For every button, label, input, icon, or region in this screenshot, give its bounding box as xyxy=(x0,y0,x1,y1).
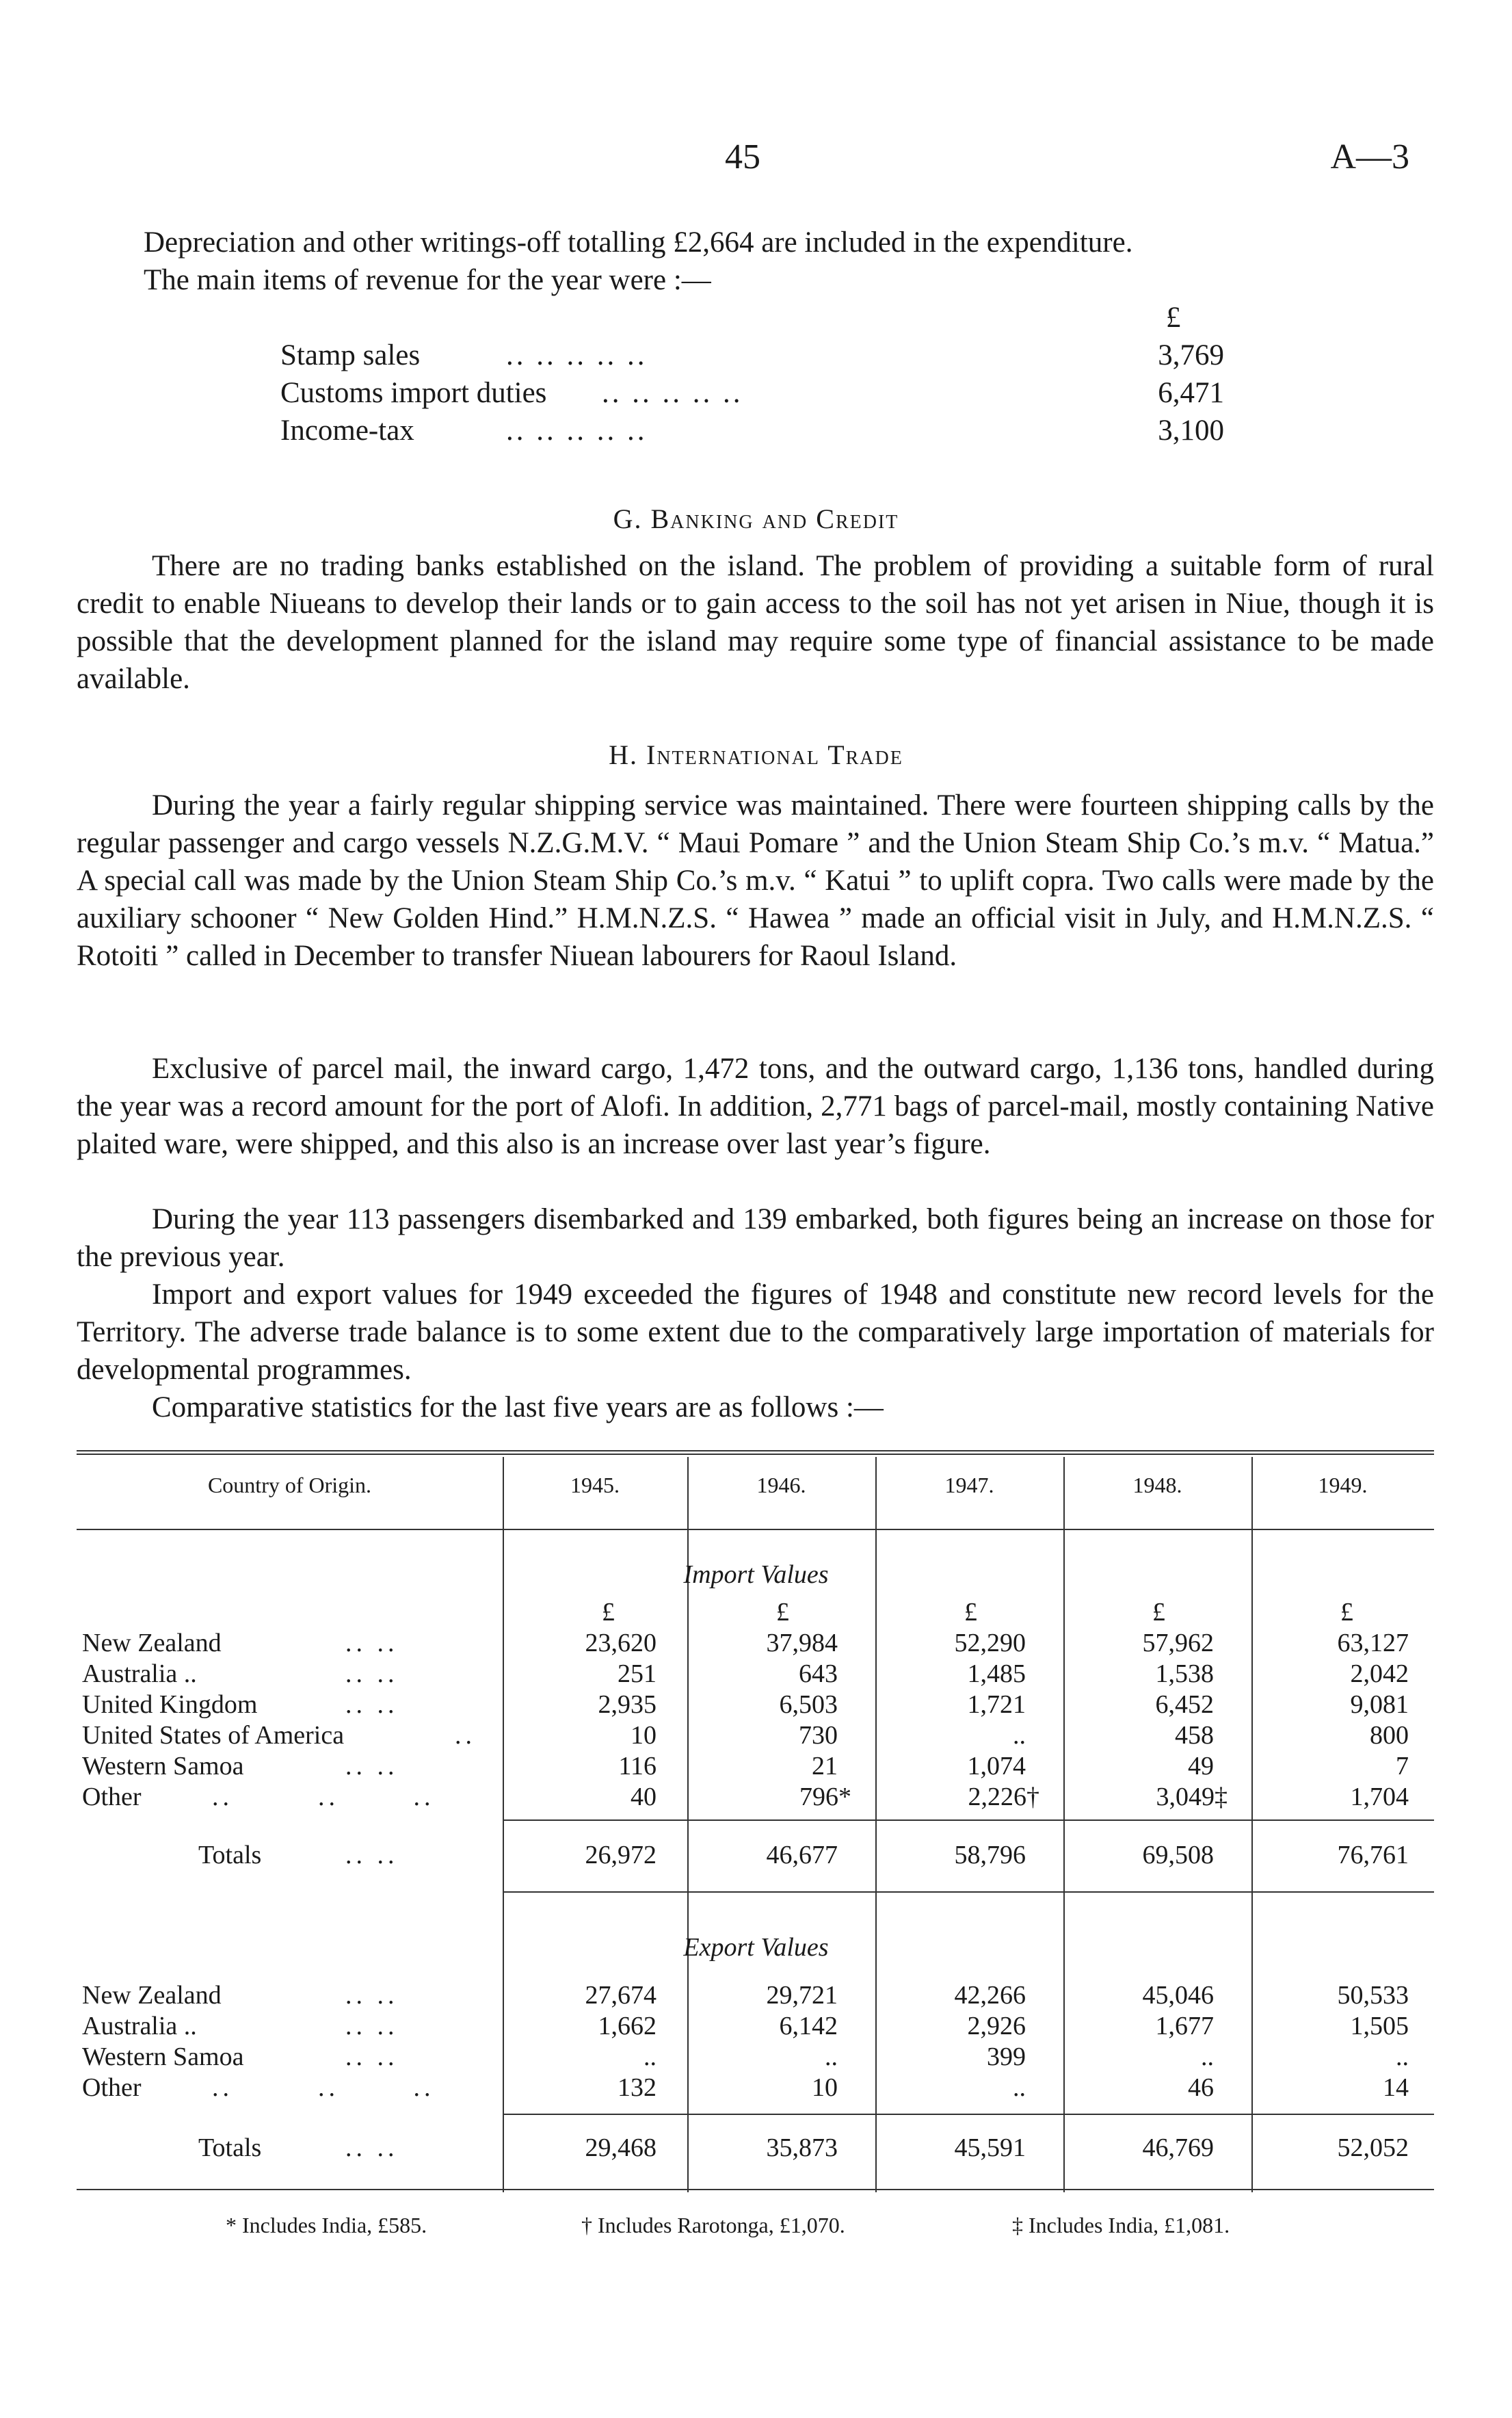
totals-rule xyxy=(503,1891,1434,1893)
table-cell: 42,266 xyxy=(954,1981,1026,2010)
section-h-heading: H. International Trade xyxy=(609,739,903,770)
totals-label: Totals xyxy=(198,1841,262,1869)
revenue-value: 6,471 xyxy=(1158,377,1224,409)
leader-dots: .. .. xyxy=(345,2012,399,2040)
leader-dots: .. .. xyxy=(345,1841,399,1869)
table-cell: 116 xyxy=(618,1752,656,1780)
total-cell: 52,052 xyxy=(1337,2133,1409,2162)
total-cell: 58,796 xyxy=(954,1841,1026,1869)
section-h-paragraph-1: During the year a fairly regular shipping service was maintained. There were fourteen shipping calls by the regular passenger and cargo vessels N.Z.G.M.V. “ Maui Pomare ” and the Union Steam Ship Co.’s m.v. “ Matua.” A special call was made by the Union Steam Ship Co.’s m.v. “ Katui ” to uplift copra. Two calls were made by the auxiliary schooner “ New Golden Hind.” H.M.N.Z.S. “ Hawea ” made an official visit in July, and H.M.N.Z.S. “ Rotoiti ” called in December to transfer Niuean labourers for Raoul Island. xyxy=(77,789,1434,972)
table-cell: 9,081 xyxy=(1350,1690,1409,1719)
table-cell: 1,704 xyxy=(1350,1783,1409,1811)
leader-dots: .. xyxy=(455,1721,476,1750)
row-label: Australia .. xyxy=(82,2012,197,2040)
revenue-row xyxy=(280,414,1224,451)
leader-dots: .. .. xyxy=(345,1629,399,1657)
column-header-year: 1948. xyxy=(1132,1473,1182,1497)
table-bottom-rule xyxy=(77,2189,1434,2190)
table-cell: 730 xyxy=(799,1721,838,1750)
document-code: A—3 xyxy=(1330,137,1409,176)
table-cell: 63,127 xyxy=(1337,1629,1409,1657)
revenue-row xyxy=(280,376,1224,414)
section-h-paragraph-5: Comparative statistics for the last five years are as follows :— xyxy=(152,1391,884,1423)
leader-dots: .. .. xyxy=(345,2042,399,2071)
table-cell: 1,074 xyxy=(967,1752,1026,1780)
table-cell: 1,677 xyxy=(1155,2012,1214,2040)
leader-dots: .. .. xyxy=(345,2133,399,2162)
column-header-year: 1946. xyxy=(756,1473,806,1497)
table-cell: 46 xyxy=(1188,2073,1214,2102)
row-label: United States of America xyxy=(82,1721,345,1750)
section-g-heading: G. Banking and Credit xyxy=(613,503,899,534)
table-cell: .. xyxy=(1201,2042,1214,2071)
revenue-row xyxy=(280,339,1224,376)
total-cell: 46,769 xyxy=(1142,2133,1214,2162)
currency-symbol: £ xyxy=(964,1598,977,1627)
intro-line-2: The main items of revenue for the year were :— xyxy=(144,264,711,296)
leader-dots: .. .. xyxy=(345,1659,399,1688)
table-cell: 2,042 xyxy=(1350,1659,1409,1688)
footnote: * Includes India, £585. xyxy=(226,2213,427,2237)
table-cell: 29,721 xyxy=(766,1981,838,2010)
table-cell: 6,142 xyxy=(779,2012,838,2040)
subtotal-rule xyxy=(503,1819,1434,1821)
table-cell: 50,533 xyxy=(1337,1981,1409,2010)
totals-label: Totals xyxy=(198,2133,262,2162)
export-values-title: Export Values xyxy=(683,1933,829,1962)
leader-dots: .. .. xyxy=(345,1690,399,1719)
table-cell: 23,620 xyxy=(585,1629,656,1657)
table-cell: .. xyxy=(1013,2073,1026,2102)
total-cell: 26,972 xyxy=(585,1841,656,1869)
revenue-currency: £ xyxy=(1166,302,1181,334)
currency-symbol: £ xyxy=(776,1598,789,1627)
table-cell: 643 xyxy=(799,1659,838,1688)
currency-symbol: £ xyxy=(602,1598,615,1627)
table-cell: 49 xyxy=(1188,1752,1214,1780)
leader-dots: .. .. xyxy=(345,1752,399,1780)
table-cell: 1,662 xyxy=(598,2012,656,2040)
table-cell: 458 xyxy=(1175,1721,1214,1750)
table-header-rule xyxy=(77,1529,1434,1530)
table-cell: 399 xyxy=(987,2042,1026,2071)
leader-dots: .. .. .. .. .. xyxy=(602,377,743,409)
table-cell: 57,962 xyxy=(1142,1629,1214,1657)
column-header-year: 1947. xyxy=(944,1473,994,1497)
revenue-value: 3,769 xyxy=(1158,339,1224,371)
table-cell: 27,674 xyxy=(585,1981,656,2010)
table-cell: 52,290 xyxy=(954,1629,1026,1657)
row-label: Australia .. xyxy=(82,1659,197,1688)
table-cell: .. xyxy=(644,2042,656,2071)
import-values-title: Import Values xyxy=(683,1560,829,1589)
currency-symbol: £ xyxy=(1152,1598,1165,1627)
page-number: 45 xyxy=(725,137,760,176)
table-top-rule xyxy=(77,1450,1434,1451)
leader-dots: .. .. xyxy=(345,1981,399,2010)
revenue-value: 3,100 xyxy=(1158,415,1224,447)
revenue-label: Customs import duties xyxy=(280,377,547,409)
total-cell: 45,591 xyxy=(954,2133,1026,2162)
section-h-paragraph-2: Exclusive of parcel mail, the inward cargo, 1,472 tons, and the outward cargo, 1,136 tons, handled during the year was a record amount for the port of Alofi. In addition, 2,771 bags of parcel-mail, mostly containing Native plaited ware, were shipped, and this also is an increase over last year’s figure. xyxy=(77,1053,1434,1160)
table-cell: 1,505 xyxy=(1350,2012,1409,2040)
table-cell: .. xyxy=(1013,1721,1026,1750)
column-header-country: Country of Origin. xyxy=(207,1473,372,1497)
table-cell: 132 xyxy=(618,2073,656,2102)
table-cell: 10 xyxy=(631,1721,656,1750)
table-cell: 10 xyxy=(812,2073,838,2102)
total-cell: 69,508 xyxy=(1142,1841,1214,1869)
revenue-label: Income-tax xyxy=(280,415,414,447)
table-cell: 21 xyxy=(812,1752,838,1780)
table-cell: 1,538 xyxy=(1155,1659,1214,1688)
total-cell: 29,468 xyxy=(585,2133,656,2162)
table-cell: 37,984 xyxy=(766,1629,838,1657)
row-label: New Zealand xyxy=(82,1981,222,2010)
table-cell: 45,046 xyxy=(1142,1981,1214,2010)
table-cell: 800 xyxy=(1370,1721,1409,1750)
table-top-rule xyxy=(77,1454,1434,1455)
table-cell: 796* xyxy=(799,1783,851,1811)
table-cell: 6,503 xyxy=(779,1690,838,1719)
table-cell: 2,935 xyxy=(598,1690,656,1719)
leader-dots: .. .. .. xyxy=(212,1783,435,1811)
table-cell: .. xyxy=(825,2042,838,2071)
table-cell: .. xyxy=(1396,2042,1409,2071)
leader-dots: .. .. .. .. .. xyxy=(506,339,648,371)
row-label: United Kingdom xyxy=(82,1690,258,1719)
section-h-paragraph-4: Import and export values for 1949 exceeded the figures of 1948 and constitute new record levels for the Territory. The adverse trade balance is to some extent due to the comparatively large importation of materials for developmental programmes. xyxy=(77,1278,1434,1386)
table-cell: 2,226† xyxy=(968,1783,1039,1811)
table-cell: 7 xyxy=(1396,1752,1409,1780)
subtotal-rule xyxy=(503,2114,1434,2115)
total-cell: 35,873 xyxy=(766,2133,838,2162)
table-cell: 14 xyxy=(1383,2073,1409,2102)
table-cell: 3,049‡ xyxy=(1156,1783,1228,1811)
total-cell: 76,761 xyxy=(1337,1841,1409,1869)
table-cell: 6,452 xyxy=(1155,1690,1214,1719)
column-header-year: 1949. xyxy=(1318,1473,1368,1497)
column-header-year: 1945. xyxy=(570,1473,620,1497)
row-label: Western Samoa xyxy=(82,2042,244,2071)
row-label: Western Samoa xyxy=(82,1752,244,1780)
row-label: New Zealand xyxy=(82,1629,222,1657)
total-cell: 46,677 xyxy=(766,1841,838,1869)
table-cell: 1,485 xyxy=(967,1659,1026,1688)
footnote: ‡ Includes India, £1,081. xyxy=(1012,2213,1230,2237)
table-cell: 251 xyxy=(618,1659,656,1688)
section-g-paragraph: There are no trading banks established on the island. The problem of providing a suitable form of rural credit to enable Niueans to develop their lands or to gain access to the soil has not yet arisen in Niue, though it is possible that the development planned for the island may require some type of financial assistance to be made available. xyxy=(77,550,1434,695)
footnote: † Includes Rarotonga, £1,070. xyxy=(581,2213,845,2237)
row-label: Other xyxy=(82,1783,142,1811)
currency-symbol: £ xyxy=(1340,1598,1353,1627)
table-cell: 2,926 xyxy=(967,2012,1026,2040)
table-cell: 40 xyxy=(631,1783,656,1811)
leader-dots: .. .. .. .. .. xyxy=(506,415,648,447)
intro-line-1: Depreciation and other writings-off totalling £2,664 are included in the expenditure. xyxy=(144,226,1133,259)
row-label: Other xyxy=(82,2073,142,2102)
revenue-label: Stamp sales xyxy=(280,339,421,371)
leader-dots: .. .. .. xyxy=(212,2073,435,2102)
table-cell: 1,721 xyxy=(967,1690,1026,1719)
section-h-paragraph-3: During the year 113 passengers disembarked and 139 embarked, both figures being an increase on those for the previous year. xyxy=(77,1203,1434,1273)
